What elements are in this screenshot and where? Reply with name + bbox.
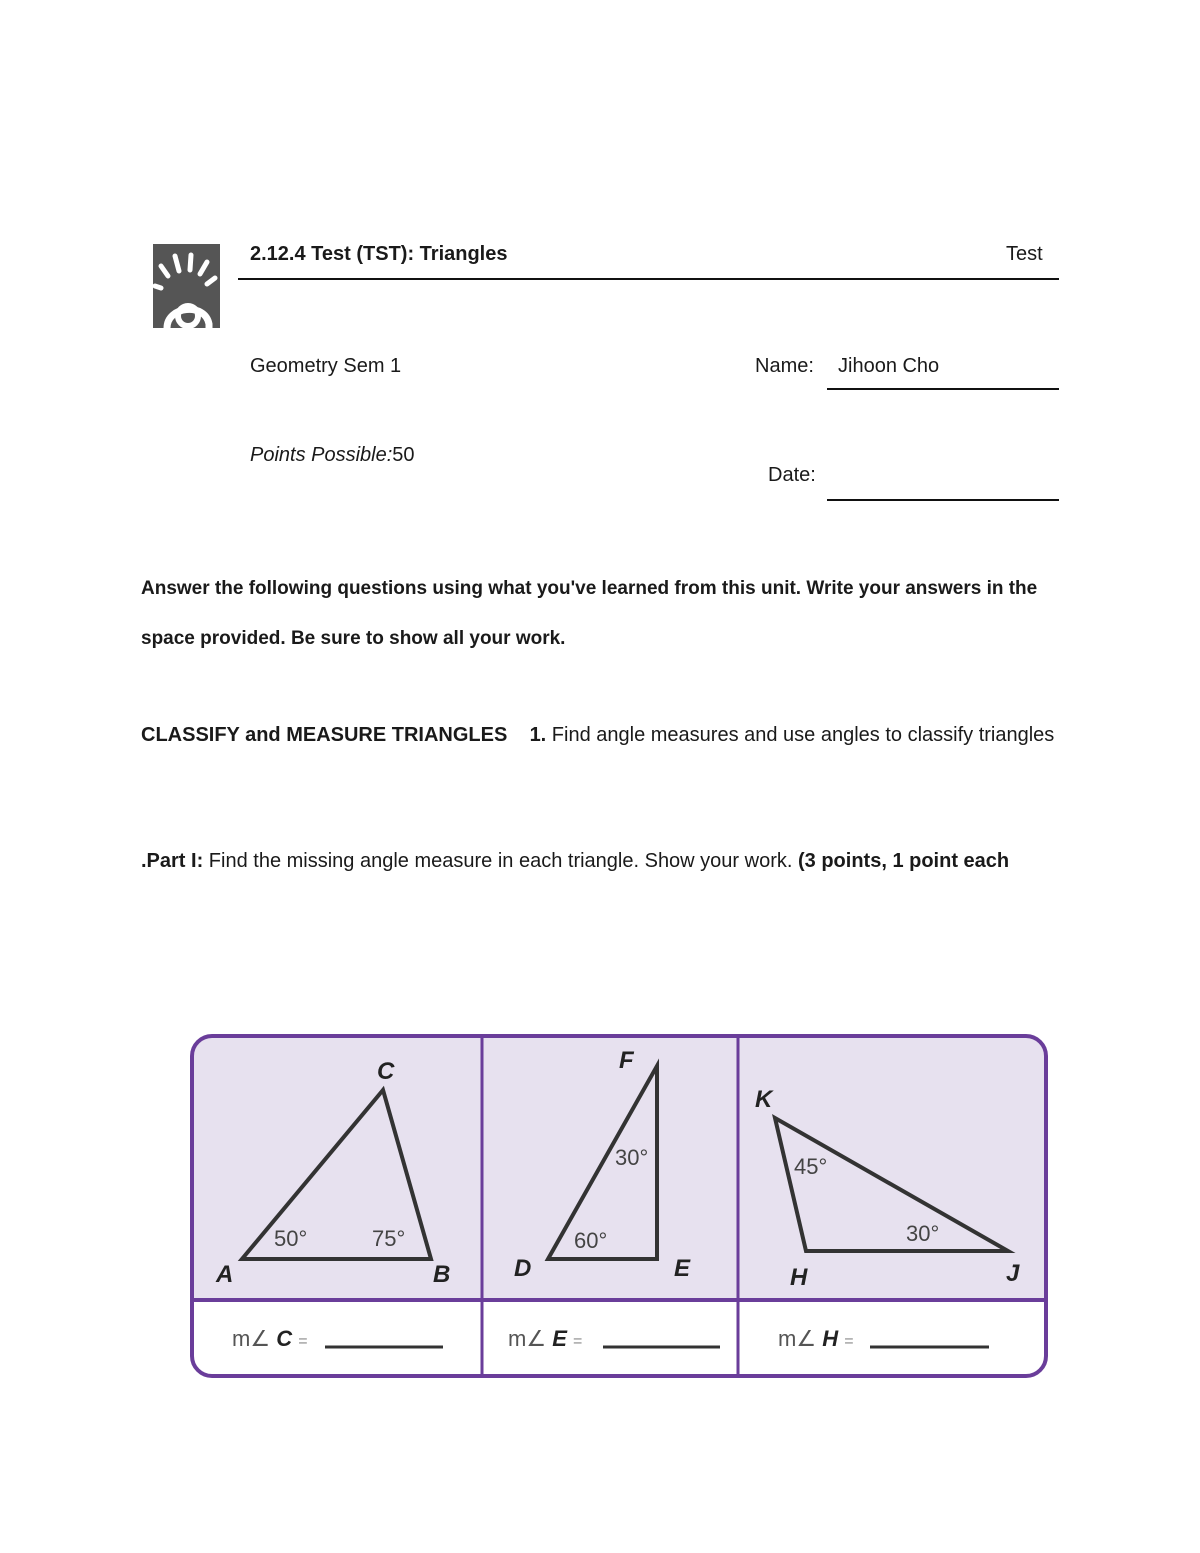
angle-label-f: 30°	[615, 1145, 649, 1170]
vertex-label-f: F	[619, 1047, 634, 1074]
answer-prefix-c: m∠	[232, 1326, 271, 1351]
name-label: Name:	[755, 355, 814, 377]
part-label: .Part I:	[141, 850, 204, 872]
question-text: Find angle measures and use angles to classify triangles	[546, 724, 1055, 746]
part-points: (3 points, 1 point each	[798, 850, 1010, 872]
answer-label-c	[232, 1326, 308, 1351]
vertex-label-b: B	[433, 1261, 451, 1288]
answer-vertex-e: E	[552, 1326, 567, 1351]
answer-vertex-c: C	[276, 1326, 293, 1351]
section-title: CLASSIFY and MEASURE TRIANGLES	[141, 724, 508, 746]
points-value: 50	[392, 444, 415, 466]
answer-prefix-e: m∠	[508, 1326, 547, 1351]
answer-label-e	[508, 1326, 582, 1351]
triangles-figure	[190, 1032, 1048, 1382]
sunburst-logo-icon	[153, 244, 220, 328]
angle-label-b: 75°	[372, 1226, 406, 1251]
name-field[interactable]: Jihoon Cho	[838, 355, 940, 377]
name-underline	[827, 388, 1059, 390]
date-field[interactable]	[827, 499, 1059, 501]
vertex-label-d: D	[514, 1255, 532, 1282]
answer-label-h	[778, 1326, 854, 1351]
question-number: 1.	[529, 724, 547, 746]
points-possible	[250, 444, 415, 467]
angle-label-j: 30°	[906, 1221, 940, 1246]
part-text: Find the missing angle measure in each triangle. Show your work.	[203, 850, 798, 872]
vertex-label-a: A	[216, 1261, 234, 1288]
instructions: Answer the following questions using what you've learned from this unit. Write your answers in the space provided. Be sure to show all your work.	[141, 578, 1038, 649]
vertex-label-h: H	[790, 1264, 808, 1291]
vertex-label-k: K	[755, 1086, 773, 1113]
section-heading	[141, 720, 1061, 750]
answer-equals-c: =	[298, 1333, 308, 1350]
answer-equals-h: =	[844, 1333, 854, 1350]
test-title: 2.12.4 Test (TST): Triangles	[250, 243, 508, 265]
angle-label-k: 45°	[794, 1154, 828, 1179]
part-one-instructions	[141, 850, 1081, 873]
angle-label-d: 60°	[574, 1228, 608, 1253]
answer-vertex-h: H	[822, 1326, 839, 1351]
header-rule	[238, 278, 1059, 280]
vertex-label-j: J	[1006, 1260, 1020, 1287]
course-name: Geometry Sem 1	[250, 355, 402, 377]
answer-prefix-h: m∠	[778, 1326, 817, 1351]
answer-equals-e: =	[573, 1333, 583, 1350]
document-type: Test	[1006, 243, 1043, 265]
date-label: Date:	[768, 464, 816, 486]
vertex-label-c: C	[377, 1058, 395, 1085]
vertex-label-e: E	[674, 1255, 691, 1282]
angle-label-a: 50°	[274, 1226, 308, 1251]
points-label: Points Possible:	[250, 444, 393, 466]
